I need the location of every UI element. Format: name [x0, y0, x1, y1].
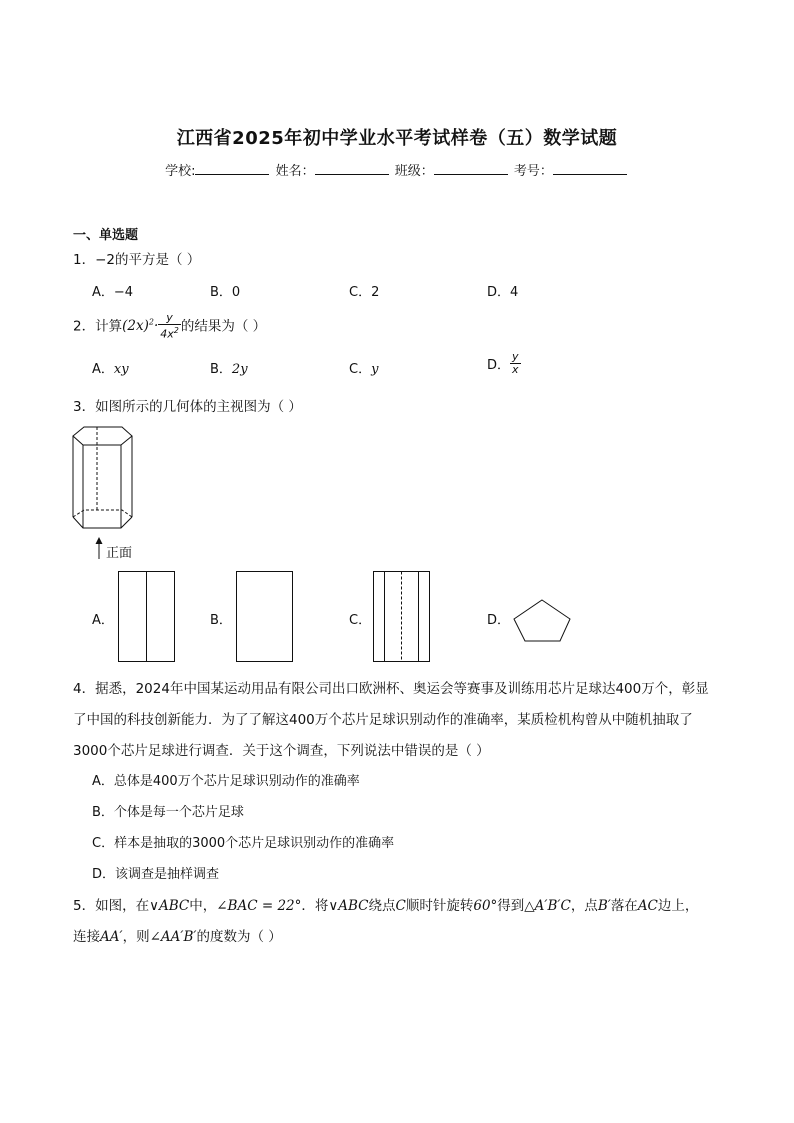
q4-option-a[interactable]: A．总体是400万个芯片足球识别动作的准确率: [92, 774, 360, 789]
q3-option-b-figure[interactable]: [236, 571, 294, 663]
q2-option-d[interactable]: D． $\frac{y}{x}$: [487, 350, 519, 376]
q3-option-a-figure[interactable]: [118, 571, 176, 663]
q2-option-a[interactable]: A．xy: [92, 362, 129, 377]
q1-option-b[interactable]: B．0: [210, 285, 241, 300]
name-field[interactable]: [315, 162, 389, 175]
q2-option-b[interactable]: B．2y: [210, 362, 248, 377]
q3-option-a-label[interactable]: A．: [92, 613, 114, 628]
school-label: 学校:: [165, 164, 196, 179]
student-info-line: [0, 160, 794, 179]
q3-option-d-figure[interactable]: [512, 598, 574, 644]
q4-option-c[interactable]: C．样本是抽取的3000个芯片足球识别动作的准确率: [92, 836, 395, 851]
q1-stem: 1．−2的平方是（ ）: [73, 252, 201, 268]
q5-stem-line2: 连接AA′，则∠AA′B′的度数为（ ）: [73, 929, 282, 945]
q4-stem-line1: 4．据悉，2024年中国某运动用品有限公司出口欧洲杯、奥运会等赛事及训练用芯片足球达400万个，彰显: [73, 681, 709, 697]
q1-option-c[interactable]: C．2: [349, 285, 380, 300]
q5-stem-line1: 5．如图，在∨ABC中，∠BAC = 22°．将∨ABC绕点C顺时针旋转60°得到△A′B′C，点B′落在AC边上，: [73, 898, 699, 914]
q1-option-a[interactable]: A．−4: [92, 285, 134, 300]
school-field[interactable]: [195, 162, 269, 175]
q3-option-b-label[interactable]: B．: [210, 613, 232, 628]
q1-option-d[interactable]: D．4: [487, 285, 519, 300]
class-label: 班级：: [394, 164, 434, 179]
class-field[interactable]: [434, 162, 508, 175]
q3-option-c-label[interactable]: C．: [349, 613, 372, 628]
q3-option-c-figure[interactable]: [373, 571, 431, 663]
q4-option-d[interactable]: D．该调查是抽样调查: [92, 867, 220, 882]
q2-expr: $(2x)^2\cdot$: [122, 317, 159, 335]
q2-suffix: 的结果为（ ）: [180, 318, 267, 335]
q4-stem-line3: 3000个芯片足球进行调查．关于这个调查，下列说法中错误的是（ ）: [73, 743, 490, 759]
q2-prefix: 2．计算: [73, 318, 123, 335]
front-view-label: 正面: [106, 546, 133, 561]
q3-option-d-label[interactable]: D．: [487, 613, 511, 628]
front-arrow-icon: [93, 537, 105, 561]
q4-option-b[interactable]: B．个体是每一个芯片足球: [92, 805, 244, 820]
q2-fraction: $\frac{y}{4x^2}$: [160, 311, 179, 341]
q2-stem: [73, 312, 266, 341]
q3-stem: 3．如图所示的几何体的主视图为（ ）: [73, 399, 302, 415]
q4-stem-line2: 了中国的科技创新能力．为了了解这400万个芯片足球识别动作的准确率，某质检机构曾从中随机抽取了: [73, 712, 693, 728]
section-title: 一、单选题: [73, 228, 139, 243]
q2-option-c[interactable]: C．y: [349, 362, 379, 377]
number-label: 考号：: [513, 164, 553, 179]
name-label: 姓名：: [275, 164, 315, 179]
hexagonal-prism-figure: [70, 424, 140, 534]
number-field[interactable]: [553, 162, 627, 175]
page-title: 江西省2025年初中学业水平考试样卷（五）数学试题: [176, 128, 618, 149]
